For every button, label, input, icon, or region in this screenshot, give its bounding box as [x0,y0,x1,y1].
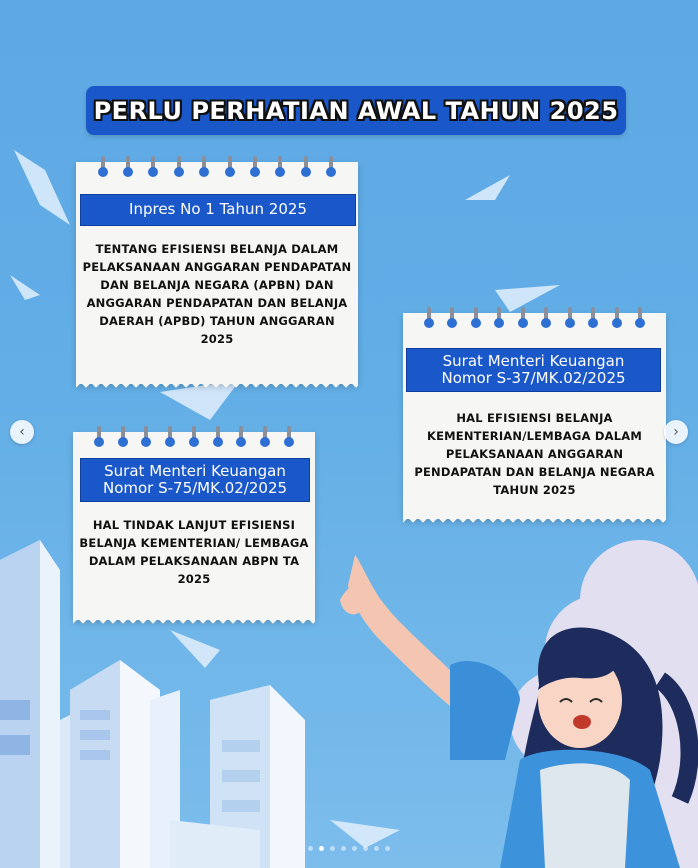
carousel-next-button[interactable] [664,420,688,444]
note-card-heading: Surat Menteri Keuangan Nomor S-75/MK.02/2025 [80,458,310,502]
note-card-heading: Inpres No 1 Tahun 2025 [80,194,356,226]
carousel-pagination [308,846,390,851]
chevron-left-icon: ‹ [19,424,25,440]
carousel-dot[interactable] [330,846,335,851]
binder-rings [76,156,358,182]
carousel-prev-button[interactable] [10,420,34,444]
carousel-dot[interactable] [352,846,357,851]
title-banner [86,86,626,135]
note-card-body: TENTANG EFISIENSI BELANJA DALAM PELAKSANAAN ANGGARAN PENDAPATAN DAN BELANJA NEGARA (APBN) DAN ANGGARAN PENDAPATAN DAN BELANJA DAERAH (APBD) TAHUN ANGGARAN 2025 [82,242,352,346]
binder-rings [403,307,666,333]
carousel-dot[interactable] [308,846,313,851]
note-card-inpres [76,162,358,384]
page-title: PERLU PERHATIAN AWAL TAHUN 2025 [93,96,619,125]
note-card-surat-s37 [403,313,666,519]
carousel-dot[interactable] [319,846,324,851]
carousel-dot[interactable] [363,846,368,851]
carousel-dot[interactable] [374,846,379,851]
note-card-heading: Surat Menteri Keuangan Nomor S-37/MK.02/2025 [406,348,661,392]
note-card-surat-s75 [73,432,315,620]
binder-rings [73,426,315,452]
note-card-body: HAL EFISIENSI BELANJA KEMENTERIAN/LEMBAGA DALAM PELAKSANAAN ANGGARAN PENDAPATAN DAN BELANJA NEGARA TAHUN 2025 [414,411,655,497]
chevron-right-icon: › [673,424,679,440]
carousel-dot[interactable] [341,846,346,851]
note-card-body: HAL TINDAK LANJUT EFISIENSI BELANJA KEMENTERIAN/ LEMBAGA DALAM PELAKSANAAN ABPN TA 2025 [79,518,309,586]
carousel-dot[interactable] [385,846,390,851]
